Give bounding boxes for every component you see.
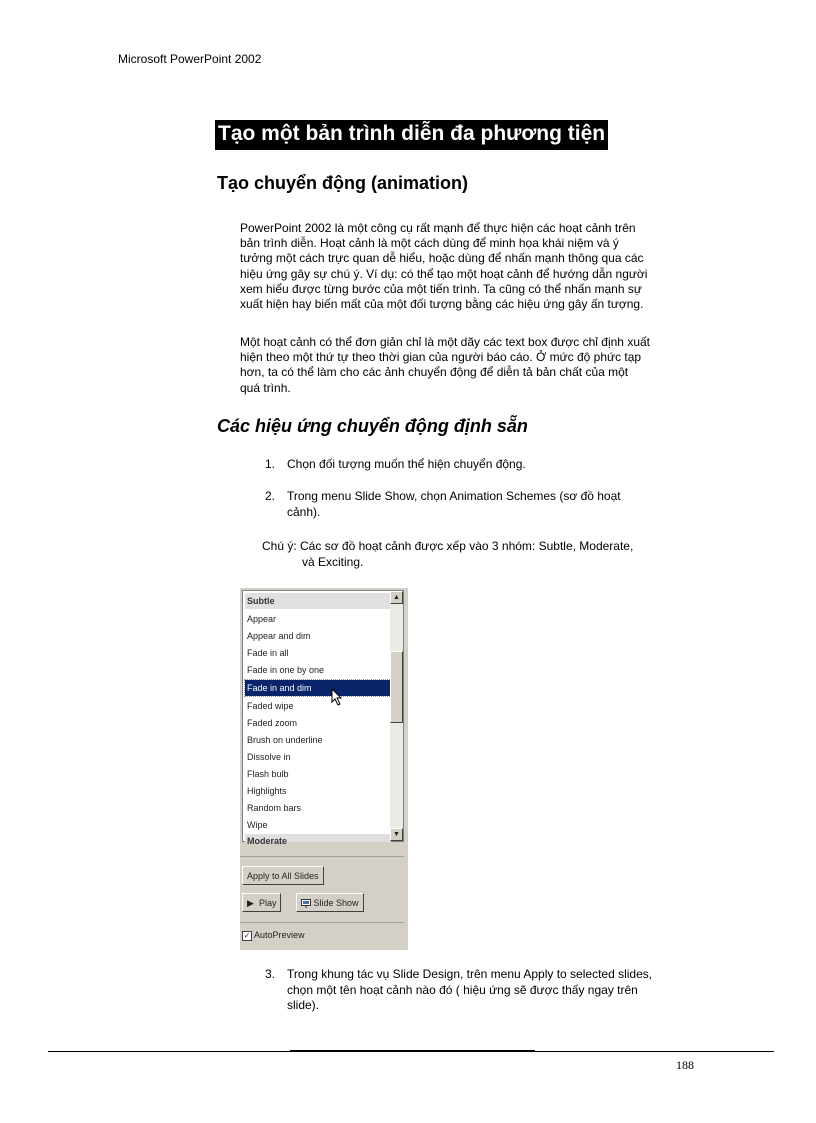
note-line: và Exciting. <box>302 554 364 569</box>
list-item-selected[interactable]: Fade in and dim <box>245 680 391 696</box>
list-item[interactable]: Flash bulb <box>247 769 289 779</box>
play-label: Play <box>258 898 277 908</box>
list-item[interactable]: Highlights <box>247 786 287 796</box>
slide-show-icon <box>301 899 311 908</box>
list-item[interactable]: Random bars <box>247 803 302 813</box>
step-text <box>287 489 687 520</box>
step-2 <box>265 489 705 523</box>
text-line: xuất hiện hay biến mất của một đối tượng bằng các hiệu ứng gây ấn tượng. <box>240 297 644 312</box>
step-1 <box>265 457 705 475</box>
group-label: Moderate <box>247 836 288 846</box>
list-item[interactable]: Wipe <box>247 820 268 830</box>
slide-show-button[interactable] <box>296 893 364 912</box>
text-line: tưởng một cách trực quan dễ hiểu, hoặc dùng để nhấn mạnh thông qua các <box>240 251 644 266</box>
text-line: Chọn đối tượng muốn thể hiện chuyển động. <box>287 457 526 471</box>
page-number: 188 <box>676 1058 694 1072</box>
slide-show-label: Slide Show <box>313 898 359 908</box>
intro-paragraph <box>240 221 700 312</box>
text-line: slide). <box>287 998 320 1012</box>
play-button[interactable] <box>242 893 281 912</box>
step-number: 3. <box>265 967 276 981</box>
text-line: hiện theo một thứ tự theo thời gian của người báo cáo. Ở mức độ phức tạp <box>240 350 642 365</box>
step-number: 1. <box>265 457 276 471</box>
animation-schemes-list[interactable] <box>242 590 404 846</box>
text-line: Trong menu Slide Show, chọn Animation Schemes (sơ đồ hoạt <box>287 489 621 503</box>
autopreview-label: AutoPreview <box>254 930 305 940</box>
chapter-title: Tạo một bản trình diễn đa phương tiện <box>215 120 608 150</box>
text-line: hiệu ứng gây sự chú ý. Ví dụ: có thể tạo một hoạt cảnh để hướng dẫn người <box>240 266 648 281</box>
divider <box>240 922 404 923</box>
text-line: xem hiểu được từng bước của một tiến trình. Ta cũng có thể nhấn mạnh sự <box>240 281 642 296</box>
step-3 <box>265 967 715 1015</box>
scroll-up-icon[interactable]: ▲ <box>390 591 403 604</box>
text-line: Một hoạt cảnh có thể đơn giản chỉ là một dãy các text box được chỉ định xuất <box>240 335 650 349</box>
divider <box>240 856 404 857</box>
scroll-down-icon[interactable]: ▼ <box>390 828 403 841</box>
list-item[interactable]: Faded zoom <box>247 718 298 728</box>
mouse-pointer-icon <box>331 688 343 706</box>
section-title: Tạo chuyển động (animation) <box>217 173 468 193</box>
scroll-thumb[interactable] <box>390 651 403 723</box>
play-icon: ▶ <box>247 898 254 908</box>
footer-rule-accent <box>290 1050 535 1052</box>
note <box>262 539 702 570</box>
list-item[interactable]: Dissolve in <box>247 752 291 762</box>
step-text <box>287 457 687 473</box>
list-item[interactable]: Appear <box>247 614 277 624</box>
text-line: bản trình diễn. Hoạt cảnh là một cách dùng để minh họa khái niệm và ý <box>240 236 619 251</box>
apply-to-all-slides-button[interactable]: Apply to All Slides <box>242 866 324 885</box>
list-item[interactable]: Brush on underline <box>247 735 323 745</box>
list-item[interactable]: Fade in one by one <box>247 665 325 675</box>
second-paragraph <box>240 335 700 396</box>
subsection-title: Các hiệu ứng chuyển động định sẵn <box>217 416 528 436</box>
running-header: Microsoft PowerPoint 2002 <box>118 52 262 66</box>
list-scrollbar[interactable] <box>390 591 403 841</box>
checkmark-icon: ✓ <box>243 930 251 940</box>
text-line: Trong khung tác vụ Slide Design, trên menu Apply to selected slides, <box>287 967 653 981</box>
text-line: quá trình. <box>240 380 291 395</box>
list-item[interactable]: Appear and dim <box>247 631 311 641</box>
text-line: chọn một tên hoạt cảnh nào đó ( hiệu ứng sẽ được thấy ngay trên <box>287 982 638 997</box>
animation-schemes-pane <box>240 588 408 950</box>
list-group-header: Subtle <box>245 593 391 609</box>
step-text <box>287 967 717 1014</box>
text-line: PowerPoint 2002 là một công cụ rất mạnh để thực hiện các hoạt cảnh trên <box>240 221 636 235</box>
step-number: 2. <box>265 489 276 503</box>
list-item[interactable]: Faded wipe <box>247 701 294 711</box>
text-line: cảnh). <box>287 504 321 519</box>
note-line: Chú ý: Các sơ đồ hoạt cảnh được xếp vào 3 nhóm: Subtle, Moderate, <box>262 539 634 553</box>
autopreview-checkbox[interactable] <box>242 930 305 941</box>
list-group-header <box>245 834 391 846</box>
list-item[interactable]: Fade in all <box>247 648 289 658</box>
text-line: hơn, ta có thể làm cho các ảnh chuyển động để diễn tả bản chất của một <box>240 365 629 380</box>
